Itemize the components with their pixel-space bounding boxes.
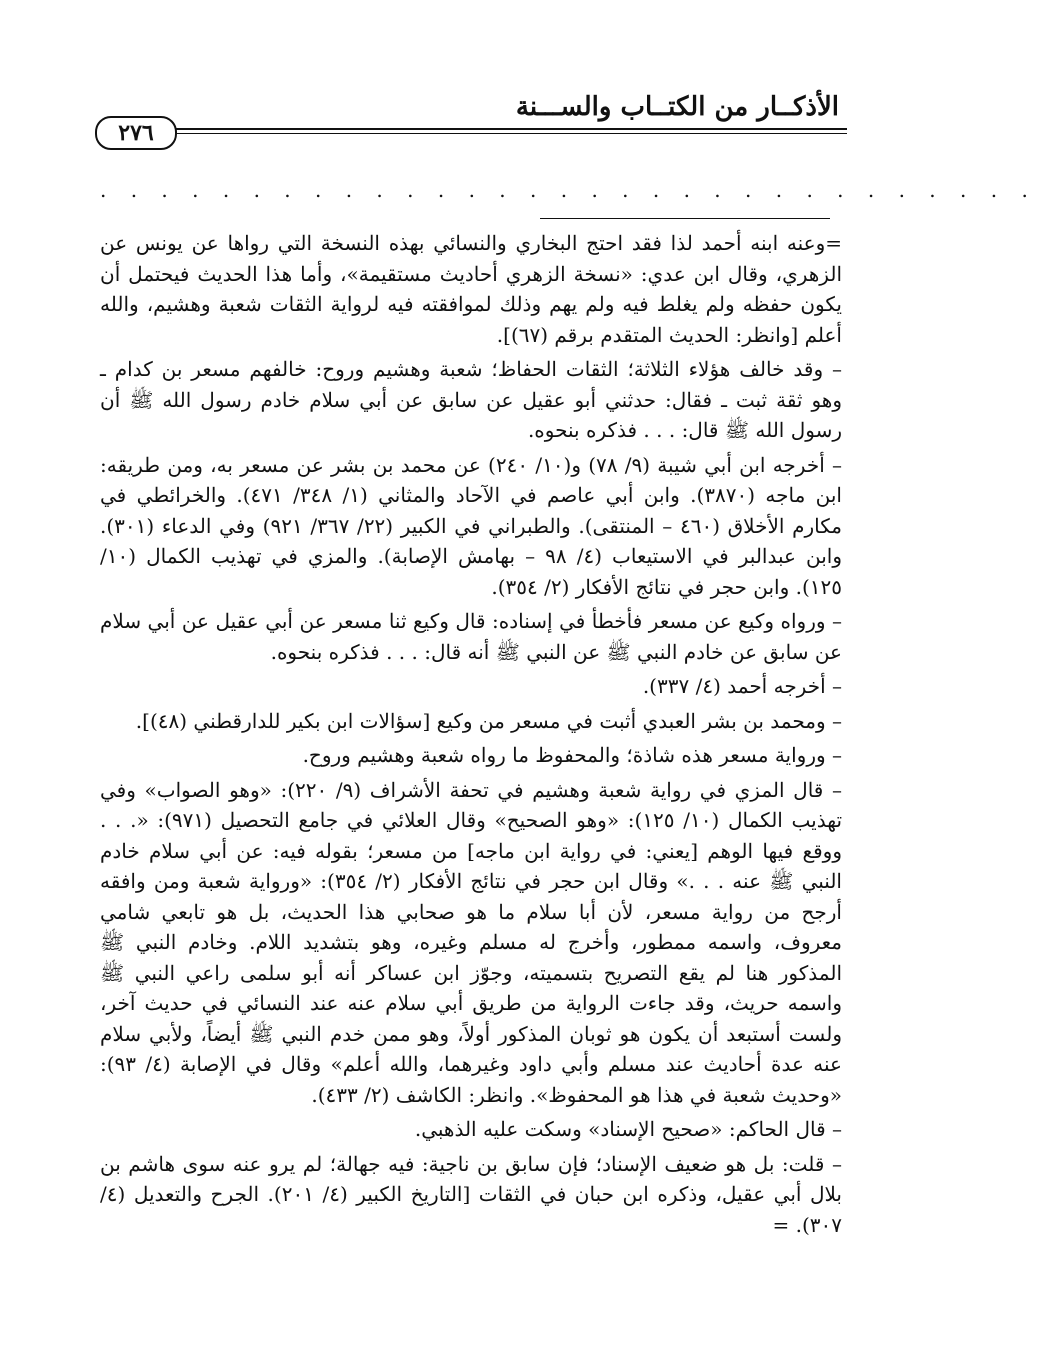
- header-rule: [165, 128, 847, 130]
- footnote-text: [100, 228, 842, 1244]
- dotted-separator: . . . . . . . . . . . . . . . . . . . . . . . . . . . . . . .: [100, 178, 1037, 202]
- paragraph: – أخرجه ابن أبي شيبة (٩/ ٧٨) و(١٠/ ٢٤٠) عن محمد بن بشر عن مسعر به، ومن طريقه: ابن ماجه (٣٨٧٠). وابن أبي عاصم في الآحاد والمثاني (١/ ٣٤٨/ ٤٧١). والخرائطي في مكارم الأخلاق (٤٦٠ – المنتقى). والطبراني في الكبير (٢٢/ ٣٦٧/ ٩٢١) وفي الدعاء (٣٠١). وابن عبدالبر في الاستيعاب (٤/ ٩٨ – بهامش الإصابة). والمزي في تهذيب الكمال (١٠/ ١٢٥). وابن حجر في نتائج الأفكار (٢/ ٣٥٤).: [100, 452, 842, 599]
- paragraph: – أخرجه أحمد (٤/ ٣٣٧).: [642, 674, 842, 698]
- header-rule-thin: [165, 133, 847, 134]
- page-number: ٢٧٦: [95, 116, 177, 150]
- paragraph: – ورواية مسعر هذه شاذة؛ والمحفوظ ما رواه شعبة وهشيم وروح.: [302, 743, 842, 767]
- paragraph: =وعنه ابنه أحمد لذا فقد احتج البخاري والنسائي بهذه النسخة التي رواها عن يونس عن الزهري، وقال ابن عدي: «نسخة الزهري أحاديث مستقيمة»، وأما هذا الحديث فيحتمل أن يكون حفظه ولم يغلط فيه ولم يهم وذلك لموافقته فيه لرواية الثقات شعبة وهشيم، والله أعلم [وانظر: الحديث المتقدم برقم (٦٧)].: [100, 231, 843, 347]
- paragraph: – وقد خالف هؤلاء الثلاثة؛ الثقات الحفاظ؛ شعبة وهشيم وروح: خالفهم مسعر بن كدام ـ وهو ثقة ثبت ـ فقال: حدثني أبو عقيل عن سابق عن أبي سلام خادم رسول الله ﷺ أن رسول الله ﷺ قال: . . . فذكره بنحوه.: [100, 357, 842, 442]
- footnote-rule: [540, 218, 830, 219]
- paragraph: – ومحمد بن بشر العبدي أثبت في مسعر من وكيع [سؤالات ابن بكير للدارقطني (٤٨)].: [135, 708, 842, 733]
- paragraph: – قال الحاكم: «صحيح الإسناد» وسكت عليه الذهبي.: [414, 1117, 842, 1141]
- running-title: الأذكــار من الكتــاب والســـنة: [515, 92, 839, 122]
- paragraph: – قلت: بل هو ضعيف الإسناد؛ فإن سابق بن ناجية: فيه جهالة؛ لم يرو عنه سوى هاشم بن بلال أبي عقيل، وذكره ابن حبان في الثقات [التاريخ الكبير (٤/ ٢٠١). الجرح والتعديل (٤/ ٣٠٧). =: [100, 1151, 842, 1237]
- paragraph: – قال المزي في رواية شعبة وهشيم في تحفة الأشراف (٩/ ٢٢٠): «وهو الصواب» وفي تهذيب الكمال (١٠/ ١٢٥): «وهو الصحيح» وقال العلائي في جامع التحصيل (٩٧١): «. . . ووقع فيها الوهم [يعني: في رواية ابن ماجه] من مسعر؛ بقوله فيه: عن أبي سلام خادم النبي ﷺ عنه . . .» وقال ابن حجر في نتائج الأفكار (٢/ ٣٥٤): «ورواية شعبة ومن وافقه أرجح من رواية مسعر، لأن أبا سلام ما هو صحابي هذا الحديث، بل هو تابعي شامي معروف، واسمه ممطور، وأخرج له مسلم وغيره، وهو بتشديد اللام. وخادم النبي ﷺ المذكور هنا لم يقع التصريح بتسميته، وجوّز ابن عساكر أنه أبو سلمى راعي النبي ﷺ واسمه حريث، وقد جاءت الرواية من طريق أبي سلام عنه عند النسائي في حديث آخر، ولست أستبعد أن يكون هو ثوبان المذكور أولاً، وهو ممن خدم النبي ﷺ أيضاً، ولأبي سلام عنه عدة أحاديث عند مسلم وأبي داود وغيرهما، والله أعلم» وقال في الإصابة (٤/ ٩٣): «وحديث شعبة في هذا هو المحفوظ». وانظر: الكاشف (٢/ ٤٣٣).: [100, 777, 843, 1107]
- paragraph: – ورواه وكيع عن مسعر فأخطأ في إسناده: قال وكيع ثنا مسعر عن أبي عقيل عن أبي سلام عن سابق عن خادم النبي ﷺ عن النبي ﷺ أنه قال: . . . فذكره بنحوه.: [100, 609, 842, 664]
- page-header: [95, 88, 847, 148]
